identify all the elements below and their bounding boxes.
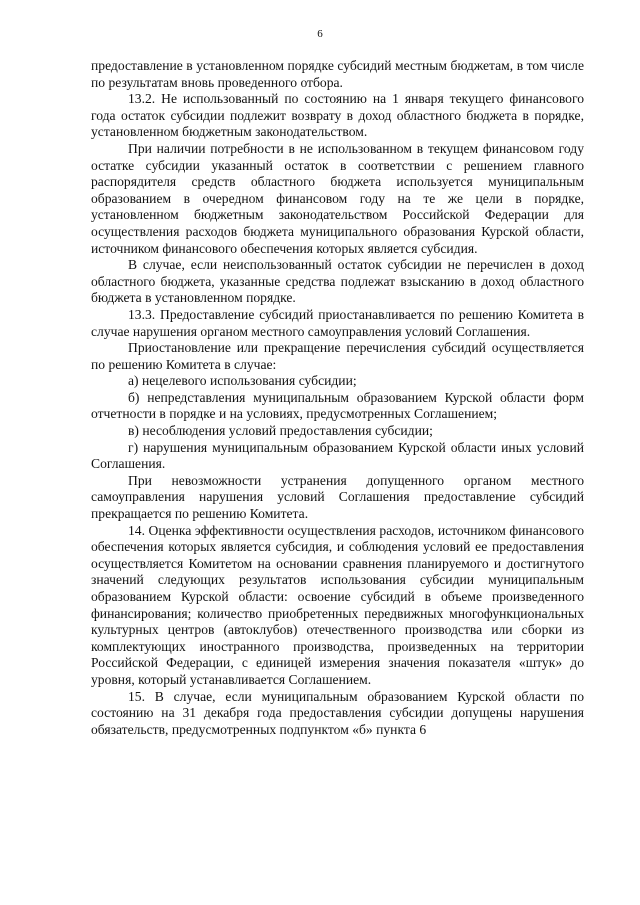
list-item-v: в) несоблюдения условий предоставления субсидии; (128, 423, 433, 439)
document-body (91, 58, 584, 738)
paragraph-continuation: предоставление в установленном порядке субсидий местным бюджетам, в том числе по результатам вновь проведенного отбора. (91, 58, 584, 90)
paragraph-13-2: 13.2. Не использованный по состоянию на 1 января текущего финансового года остаток субсидии подлежит возврату в доход областного бюджета в порядке, установленном бюджетным законодательством. (91, 91, 584, 140)
paragraph-suspension-intro: Приостановление или прекращение перечисления субсидий осуществляется по решению Комитета в случае: (91, 340, 584, 372)
paragraph-15: 15. В случае, если муниципальным образованием Курской области по состоянию на 31 декабря года предоставления субсидии допущены нарушения обязательств, предусмотренных подпунктом «б» пункта 6 (91, 688, 584, 737)
list-item-b: б) непредставления муниципальным образованием Курской области форм отчетности в порядке и на условиях, предусмотренных Соглашением; (91, 389, 584, 422)
paragraph-unused-balance-recovery: В случае, если неиспользованный остаток субсидии не перечислен в доход областного бюджета, указанные средства подлежат взысканию в доход областного бюджета в установленном порядке. (91, 257, 584, 306)
paragraph-unused-balance-need: При наличии потребности в не использованном в текущем финансовом году остатке субсидии указанный остаток в соответствии с решением главного распорядителя средств областного бюджета используется муниципальным образованием в очередном финансовом году на те же цели в порядке, установленном бюджетным законодательством Российской Федерации для осуществления расходов бюджета муниципального образования Курской области, источником финансового обеспечения которых является субсидия. (91, 140, 584, 256)
paragraph-13-3: 13.3. Предоставление субсидий приостанавливается по решению Комитета в случае нарушения органом местного самоуправления условий Соглашения. (91, 306, 584, 339)
list-item-a: а) нецелевого использования субсидии; (128, 373, 357, 389)
page-number: 6 (317, 28, 323, 40)
list-item-g: г) нарушения муниципальным образованием Курской области иных условий Соглашения. (91, 439, 584, 472)
paragraph-14: 14. Оценка эффективности осуществления расходов, источником финансового обеспечения которых является субсидия, и соблюдения условий ее предоставления осуществляется Комитетом на основании сравнения планируемого и достигнутого значений следующих результатов использования субсидии муниципальным образованием Курской области: освоение субсидий в объеме произведенного финансирования; количество приобретенных передвижных многофункциональных культурных центров (автоклубов) отечественного производства или сборки из комплектующих иностранного производства, произведенных на территории Российской Федерации, с единицей измерения значения показателя «штук» до уровня, который устанавливается Соглашением. (91, 522, 584, 687)
paragraph-termination: При невозможности устранения допущенного органом местного самоуправления нарушения условий Соглашения предоставление субсидий прекращается по решению Комитета. (91, 472, 584, 522)
